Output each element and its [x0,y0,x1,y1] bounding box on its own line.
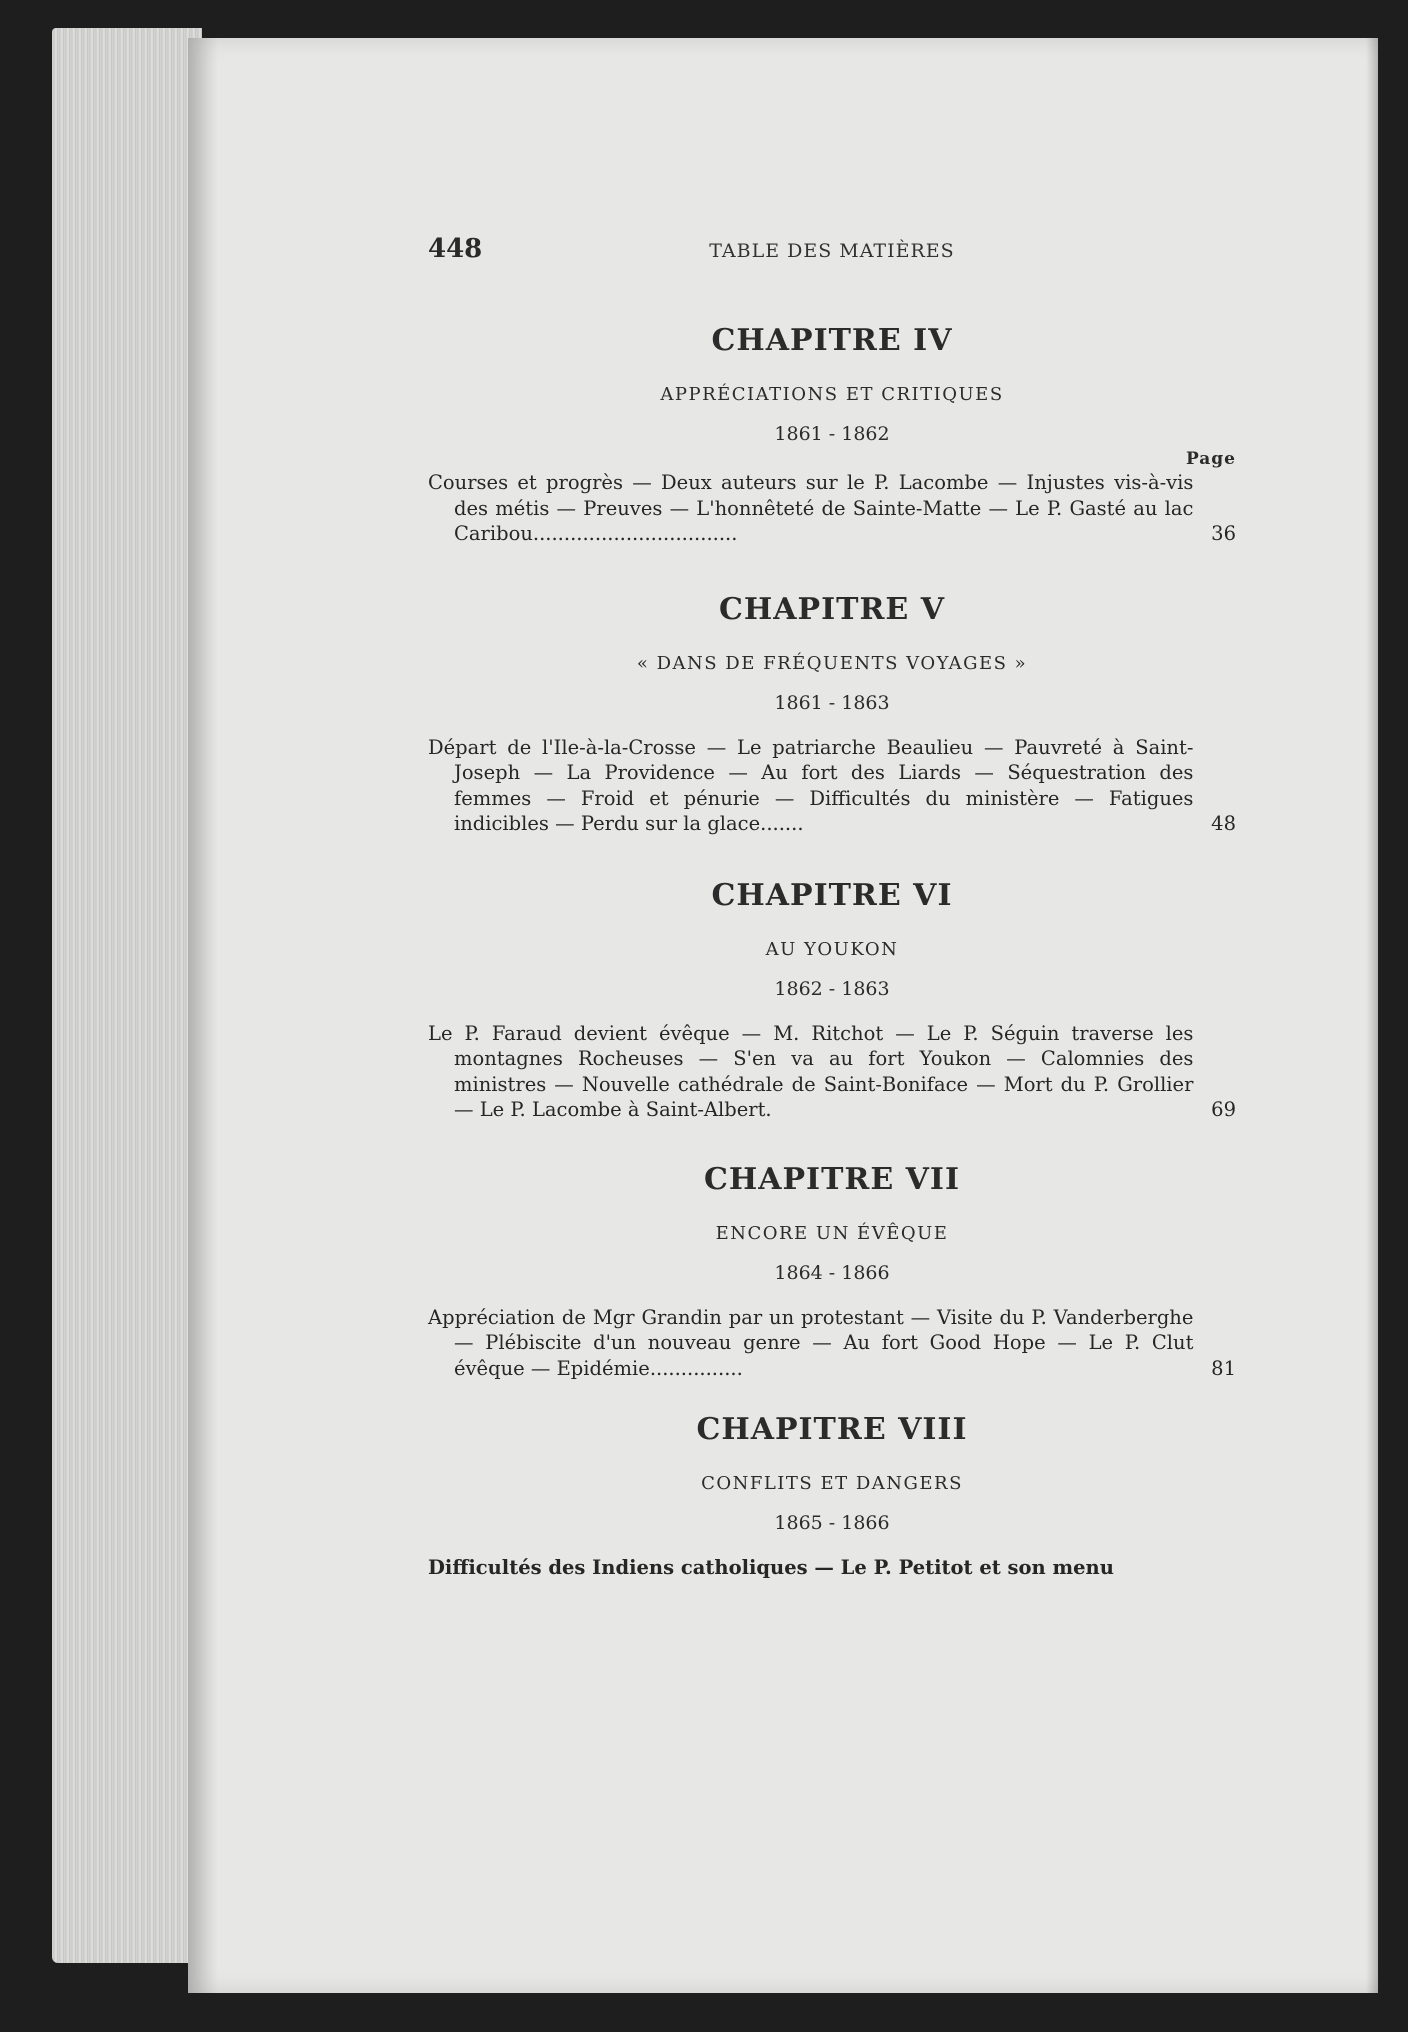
chapter-summary [428,735,1236,837]
table-of-contents [428,300,1236,1581]
chapter-page-number: 48 [1211,812,1236,835]
chapter-dates: 1861 - 1862 [774,423,890,445]
chapter-heading: CHAPITRE VIII [696,1412,968,1447]
chapter-entry-iv [428,318,1236,547]
chapter-entry-vi [428,873,1236,1123]
gutter-shadow [188,38,218,1993]
chapter-heading: CHAPITRE VII [704,1161,960,1197]
running-head: TABLE DES MATIÈRES [709,240,955,262]
chapter-title: « DANS DE FRÉQUENTS VOYAGES » [636,652,1028,674]
chapter-entry-viii [428,1407,1236,1581]
chapter-entry-vii [428,1157,1236,1382]
page-column-label: Page [1185,449,1236,469]
chapter-heading: CHAPITRE V [719,591,945,627]
chapter-page-number: 81 [1211,1356,1236,1380]
book-page-edges [52,28,202,1963]
chapter-heading: CHAPITRE IV [711,323,953,358]
chapter-summary-text: Courses et progrès — Deux auteurs sur le P. Lacombe — Injustes vis-à-vis des métis — Preuves — L'honnêteté de Sainte-Matte — Le P. Gasté au lac Caribou................................. [428,471,1194,545]
chapter-dates: 1864 - 1866 [774,1261,890,1284]
chapter-dates: 1862 - 1863 [774,977,890,1000]
chapter-title: ENCORE UN ÉVÊQUE [715,1222,949,1244]
chapter-entry-v [428,587,1236,837]
chapter-title: AU YOUKON [765,938,899,960]
chapter-summary-text: Difficultés des Indiens catholiques — Le P. Petitot et son menu [428,1556,1114,1579]
page-edge-shadow [1366,38,1378,1993]
chapter-dates: 1865 - 1866 [774,1512,890,1534]
chapter-title: CONFLITS ET DANGERS [701,1473,963,1494]
chapter-dates: 1861 - 1863 [774,691,890,714]
chapter-summary [428,1555,1236,1581]
chapter-page-number: 36 [1211,522,1236,545]
page-number: 448 [428,234,483,264]
chapter-summary [428,470,1236,547]
chapter-page-number: 69 [1211,1098,1236,1121]
chapter-summary [428,1305,1236,1382]
chapter-summary [428,1021,1236,1123]
page-header [428,234,1236,274]
chapter-summary-text: Départ de l'Ile-à-la-Crosse — Le patriarche Beaulieu — Pauvreté à Saint-Joseph — La Providence — Au fort des Liards — Séquestration des femmes — Froid et pénurie — Difficultés du ministère — Fatigues indicibles — Perdu sur la glace....... [428,735,1194,835]
chapter-summary-text: Appréciation de Mgr Grandin par un protestant — Visite du P. Vanderberghe — Plébiscite d'un nouveau genre — Au fort Good Hope — Le P. Clut évêque — Epidémie............... [428,1305,1194,1380]
chapter-heading: CHAPITRE VI [711,877,953,913]
chapter-summary-text: Le P. Faraud devient évêque — M. Ritchot — Le P. Séguin traverse les montagnes Rocheuses — S'en va au fort Youkon — Calomnies des ministres — Nouvelle cathédrale de Saint-Boniface — Mort du P. Grollier — Le P. Lacombe à Saint-Albert. [428,1021,1194,1121]
chapter-title: APPRÉCIATIONS ET CRITIQUES [660,384,1004,405]
